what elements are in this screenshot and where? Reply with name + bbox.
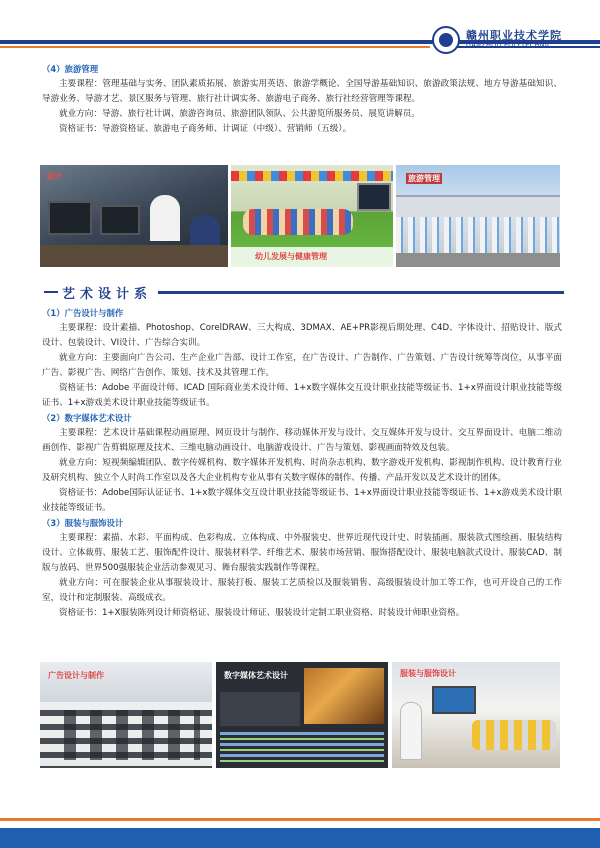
digital-media-caption: 数字媒体艺术设计: [224, 671, 288, 680]
accounting-caption: 会计: [46, 172, 62, 181]
tourism-courses: 主要课程：管理基础与实务、团队素质拓展、旅游实用英语、旅游学概论、全国导游基础知识、旅游政策法规、地方导游基础知识、导游业务、导游才艺、景区服务与管理、旅行社计调实务、旅游电子商务、旅行社经营管理等课程。: [42, 79, 562, 104]
art-design-body: [42, 306, 562, 621]
digital-media-certs: 资格证书：Adobe国际认证证书、1+x数字媒体交互设计职业技能等级证书、1+x界面设计职业技能等级证书、1+x游戏美术设计职业技能等级证书。: [42, 488, 562, 513]
tourism-heading: （4）旅游管理: [42, 64, 99, 74]
fashion-heading: （3）服装与服饰设计: [42, 518, 124, 528]
art-design-section-title: [44, 282, 564, 302]
tourism-certs: 资格证书：导游资格证、旅游电子商务师、计调证（中级）、营销师（五级）。: [59, 124, 352, 134]
fashion-photo: [392, 662, 560, 768]
ad-design-heading: （1）广告设计与制作: [42, 308, 124, 318]
early-childhood-photo: [231, 165, 393, 267]
ad-design-certs: 资格证书：Adobe 平面设计师、ICAD 国际商业美术设计师、1+x数字媒体交互设计职业技能等级证书、1+x界面设计职业技能等级证书、1+x游戏美术设计职业技能等级证书。: [42, 383, 562, 408]
tourism-jobs: 就业方向：导游、旅行社计调、旅游咨询员、旅游团队领队、公共游览所服务员、展览讲解员。: [59, 109, 420, 119]
section-title-right-bar: [158, 291, 564, 294]
ad-design-photo: [40, 662, 212, 768]
tourism-section: [42, 62, 562, 137]
digital-media-heading: （2）数字媒体艺术设计: [42, 413, 132, 423]
college-seal-icon: [432, 26, 460, 54]
fashion-jobs: 就业方向：可在服装企业从事服装设计、服装打板、服装工艺质检以及服装销售、高级服装设计加工等工作，也可开设自己的工作室，设计和定制服装、高级成衣。: [42, 578, 562, 603]
ad-design-caption: 广告设计与制作: [48, 671, 104, 680]
logo-english-name: GANZHOU POLYTECHNIC: [466, 41, 552, 50]
tourism-photo: [396, 165, 560, 267]
accounting-photo: [40, 165, 228, 267]
digital-media-photo: [216, 662, 388, 768]
ad-design-courses: 主要课程：设计素描、Photoshop、CorelDRAW、三大构成、3DMAX、AE+PR影视后期处理、C4D、字体设计、招贴设计、版式设计、包装设计、VI设计、广告综合实训。: [42, 323, 562, 348]
fashion-certs: 资格证书：1+X服装陈列设计师资格证、服装设计师证、服装设计定制工职业资格、时装设计师职业资格。: [59, 608, 465, 618]
footer-orange-rule: [0, 818, 600, 821]
early-childhood-caption: 幼儿发展与健康管理: [255, 252, 327, 261]
fashion-caption: 服装与服饰设计: [400, 669, 456, 678]
digital-media-courses: 主要课程：艺术设计基础课程动画原理、网页设计与制作、移动媒体开发与设计、交互媒体开发与设计、交互界面设计、电脑二维动画创作、影视广告剪辑原理及技术、三维电脑动画设计、电脑游戏设计、广告与策划、影视画面特效及包装。: [42, 428, 562, 453]
section-title-left-bar: [44, 291, 58, 293]
college-logo: [432, 20, 594, 60]
tourism-caption: 旅游管理: [408, 174, 440, 183]
header-orange-rule: [0, 46, 430, 48]
ad-design-jobs: 就业方向：主要面向广告公司、生产企业广告部、设计工作室，在广告设计、广告制作、广告策划、广告设计统筹等岗位，从事平面广告、影视广告、网络广告创作、策划、技术及其管理工作。: [42, 353, 562, 378]
digital-media-jobs: 就业方向：短视频编辑团队、数字传媒机构、数字媒体开发机构、时尚杂志机构、数字游戏开发机构、影视制作机构、设计教育行业及研究机构、独立个人时尚工作室以及各大企业机构专业从事有关数字媒体的制作、传播、产品开发以及艺术设计的团体。: [42, 458, 562, 483]
fashion-courses: 主要课程：素描、水彩、平面构成、色彩构成、立体构成、中外服装史、世界近现代设计史、时装插画、服装款式图绘画、服装结构设计、立体裁剪、服装工艺、服饰配件设计、服装材料学、纤维艺术、服装市场营销、服饰搭配设计、服装电脑款式设计、服装CAD、制版与放码、世界500强服装企业活动参观见习、舞台服装实践制作等课程。: [42, 533, 562, 573]
art-design-title-text: 艺术设计系: [62, 286, 153, 302]
footer-blue-band: [0, 828, 600, 848]
logo-chinese-name: 赣州职业技术学院: [466, 29, 562, 43]
